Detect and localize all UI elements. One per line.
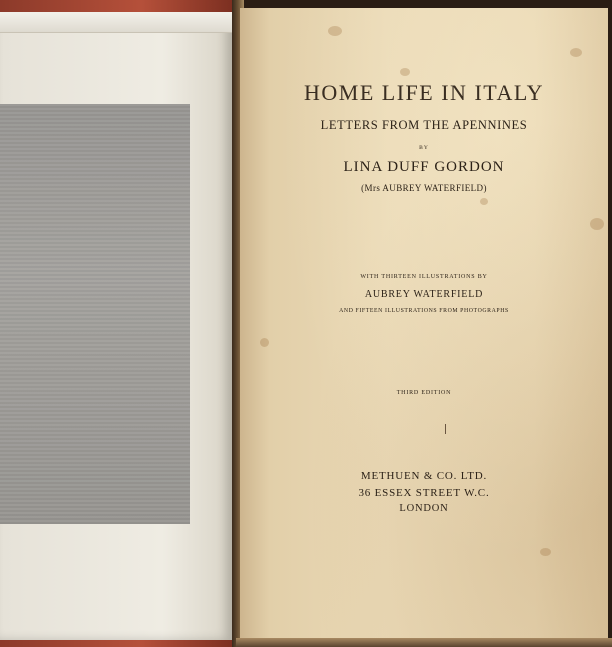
page-edge	[0, 12, 232, 33]
author-name: LINA DUFF GORDON	[343, 159, 505, 175]
book-subtitle: LETTERS FROM THE APENNINES	[320, 118, 528, 132]
frontispiece-plate	[0, 104, 190, 524]
edition-line: THIRD EDITION	[396, 390, 452, 396]
book-title: HOME LIFE IN ITALY	[304, 80, 544, 105]
publisher-name: METHUEN & CO. LTD.	[360, 470, 488, 482]
by-line: BY	[419, 145, 429, 151]
page-edge	[236, 638, 612, 647]
illustrator-name: AUBREY WATERFIELD	[364, 289, 484, 300]
foxing-spot	[328, 26, 342, 36]
publisher-address: 36 ESSEX STREET W.C.	[358, 487, 490, 499]
photographs-line: AND FIFTEEN ILLUSTRATIONS FROM PHOTOGRAPHS	[339, 308, 509, 314]
title-page	[240, 8, 608, 638]
author-married-name: (Mrs AUBREY WATERFIELD)	[361, 183, 487, 193]
foxing-spot	[570, 48, 582, 57]
illustrations-line: WITH THIRTEEN ILLUSTRATIONS BY	[360, 274, 488, 280]
ink-mark	[445, 424, 446, 434]
foxing-spot	[590, 218, 604, 230]
tissue-guard-page	[0, 12, 232, 640]
foxing-spot	[400, 68, 410, 76]
publisher-city: LONDON	[399, 503, 449, 514]
foxing-spot	[260, 338, 269, 347]
foxing-spot	[480, 198, 488, 205]
foxing-spot	[540, 548, 551, 556]
